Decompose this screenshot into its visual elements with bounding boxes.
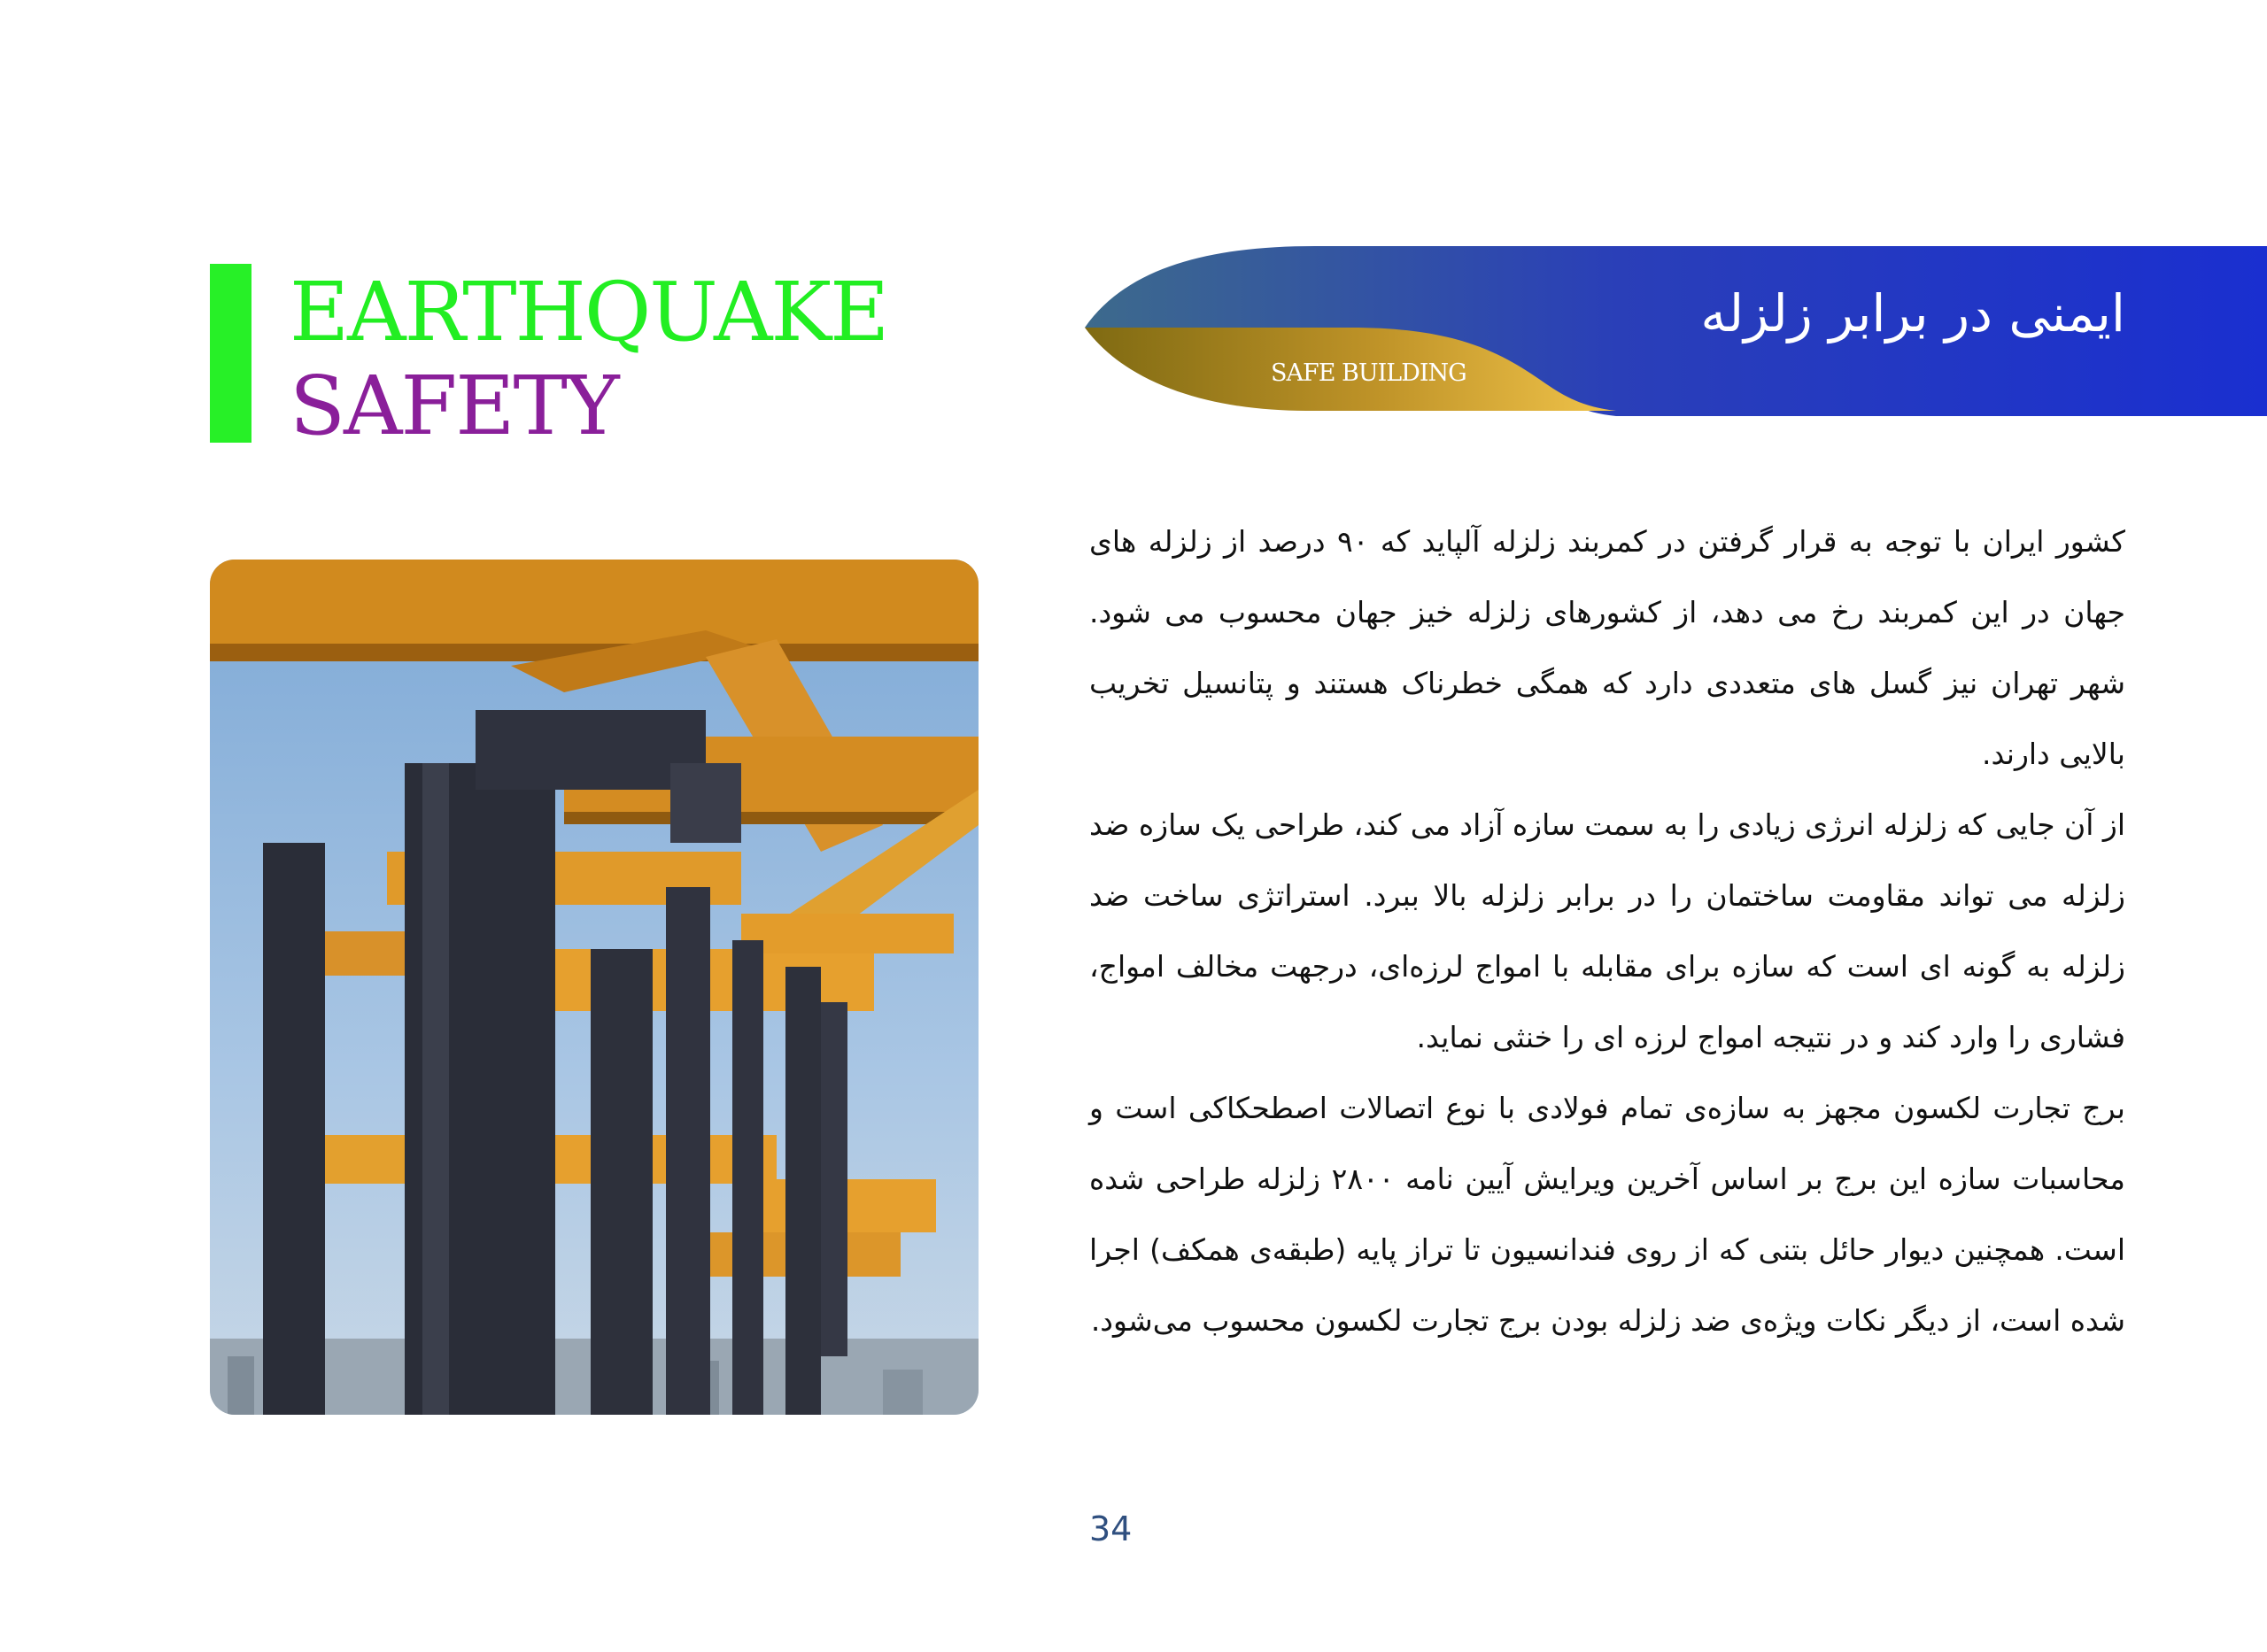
page-title xyxy=(290,266,909,453)
paragraph-1: کشور ایران با توجه به قرار گرفتن در کمربند زلزله آلپاید که ۹۰ درصد از زلزله های جهان در این کمربند رخ می دهد، از کشورهای زلزله خیز جهان محسوب می شود. شهر تهران نیز گسل های متعددی دارد که همگی خطرناک هستند و پتانسیل تخریب بالایی دارند. xyxy=(1089,524,2125,771)
paragraph-2: از آن جایی که زلزله انرژی زیادی را به سمت سازه آزاد می کند، طراحی یک سازه ضد زلزله می تواند مقاومت ساختمان را در برابر زلزله بالا ببرد. استراتژی ساخت ضد زلزله به گونه ای است که سازه برای مقابله با امواج لرزه‌ای، درجهت مخالف امواج، فشاری را وارد کند و در نتیجه امواج لرزه ای را خنثی نماید. xyxy=(1089,807,2125,1054)
section-ribbon xyxy=(1085,246,2267,416)
ribbon-title: ایمنی در برابر زلزله xyxy=(1700,283,2125,344)
ribbon-subtitle: SAFE BUILDING xyxy=(1271,359,1466,387)
paragraph-3: برج تجارت لکسون مجهز به سازه‌ی تمام فولادی با نوع اتصالات اصطحکاکی است و محاسبات سازه این برج بر اساس آخرین ویرایش آیین نامه ۲۸۰۰ زلزله طراحی شده است. همچنین دیوار حائل بتنی که از روی فندانسیون تا تراز پایه (طبقه‌ی همکف) اجرا شده است، از دیگر نکات ویژه‌ی ضد زلزله بودن برج تجارت لکسون محسوب می‌شود. xyxy=(1089,1091,2125,1338)
steel-structure-photo xyxy=(210,560,979,1415)
page-number: 34 xyxy=(1089,1509,1133,1548)
title-line-1: EARTHQUAKE xyxy=(290,265,888,359)
accent-bar xyxy=(210,264,251,443)
title-line-2: SAFETY xyxy=(290,359,618,453)
steel-structure-icon xyxy=(210,560,979,1415)
body-text xyxy=(1089,506,2125,1356)
